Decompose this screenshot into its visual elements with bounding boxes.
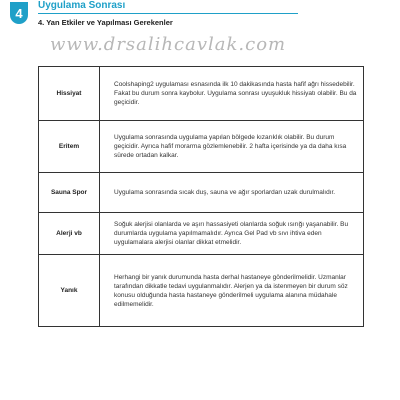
subsection-title: 4. Yan Etkiler ve Yapılması Gerekenler — [38, 18, 173, 27]
row-text: Uygulama sonrasında uygulama yapılan bölgede kızarıklık olabilir. Bu durum geçicidir. Ayrıca hafif morarma gözlemlenebilir. 2 hafta içerisinde ya da daha kısa sürede ortadan kalkar. — [100, 121, 364, 173]
row-label: Yanık — [39, 255, 100, 327]
row-text: Coolshaping2 uygulaması esnasında ilk 10 dakikasında hasta hafif ağrı hissedebilir. Fakat bu durum sonra kaybolur. Uygulama sonrası uyuşukluk hissiyatı olabilir. Bu da geçicidir. — [100, 67, 364, 121]
section-number: 4 — [15, 5, 23, 21]
section-title: Uygulama Sonrası — [38, 0, 126, 11]
table-row — [39, 121, 364, 173]
table-row — [39, 67, 364, 121]
row-text: Herhangi bir yanık durumunda hasta derhal hastaneye gönderilmelidir. Uzmanlar tarafından dikkatle tedavi uygulanmalıdır. Alerjen ya da istenmeyen bir durum söz konusu olduğunda hasta hastaneye gönderilmeli uygulama alanına müdahale edilmemelidir. — [100, 255, 364, 327]
watermark-url: www.drsalihcavlak.com — [50, 34, 287, 55]
header-divider — [38, 13, 298, 14]
row-text: Soğuk alerjisi olanlarda ve aşırı hassasiyeti olanlarda soğuk ısırığı yaşanabilir. Bu durumlarda uygulama yapılmamalıdır. Ayrıca Gel Pad vb sıvı ihtiva eden uygulamalara alerjisi olanlar dikkat etmelidir. — [100, 213, 364, 255]
section-number-badge — [10, 2, 28, 24]
row-label: Hissiyat — [39, 67, 100, 121]
table-row — [39, 255, 364, 327]
row-label: Alerji vb — [39, 213, 100, 255]
table-row — [39, 213, 364, 255]
side-effects-table — [38, 66, 364, 327]
table-row — [39, 173, 364, 213]
row-label: Eritem — [39, 121, 100, 173]
row-text: Uygulama sonrasında sıcak duş, sauna ve ağır sporlardan uzak durulmalıdır. — [100, 173, 364, 213]
row-label: Sauna Spor — [39, 173, 100, 213]
